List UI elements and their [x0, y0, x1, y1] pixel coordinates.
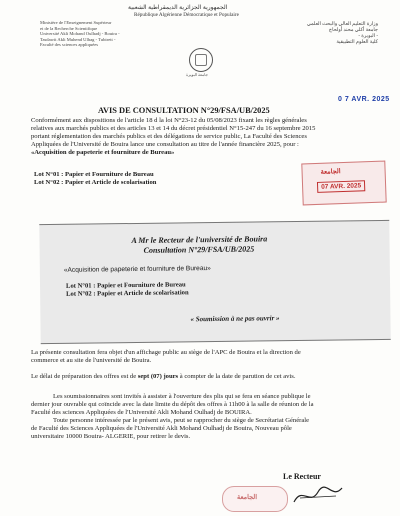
received-stamp-date: 07 AVR. 2025	[317, 180, 365, 193]
header-arabic-country: الجمهورية الجزائرية الديمقراطية الشعبية	[128, 5, 228, 11]
university-logo	[189, 48, 213, 72]
deadline-paragraph	[31, 373, 295, 381]
lot-item: Lot N°01 : Papier et Fourniture de Bureau	[34, 171, 154, 178]
box-lot-item: Lot N°02 : Papier et Article de scolarisation	[66, 289, 189, 298]
intro-line: Conformément aux dispositions de l'article 18 d la loi N°23-12 du 05/08/2023 fixant les règles générales	[31, 117, 307, 124]
box-consultation-number: Consultation N°29/FSA/UB/2025	[143, 244, 255, 255]
opening-line: de Faculté des Sciences Appliquées de l'Université Akli Mohand Oulhadj de Bouira, Nouveau pôle	[31, 425, 292, 433]
document-title: AVIS DE CONSULTATION N°29/FSA/UB/2025	[98, 106, 270, 115]
opening-line: Les soumissionnaires sont invités à assister à l'ouverture des plis qui se fera en séance publique le	[53, 393, 311, 400]
opening-line: universitaire 10000 Bouira- ALGERIE, pour retirer le devis.	[31, 433, 191, 441]
publication-line: La présente consultation fera objet d'un affichage public au siège de l'APC de Bouira et la direction de	[31, 349, 301, 356]
box-recipient: A Mr le Recteur de l'université de Bouira	[131, 234, 268, 246]
publication-paragraph	[31, 349, 301, 365]
intro-line: portant réglementation des marchés publics et des délégations de service public, La Faculté des Sciences	[31, 133, 307, 141]
header-right-line: كلية العلوم التطبيقية	[336, 40, 378, 45]
header-right-block	[307, 22, 378, 46]
consultation-object: «Acquisition de papeterie et fourniture de Bureau»	[31, 149, 175, 157]
box-object: «Acquisition de papeterie et fourniture de Bureau»	[63, 265, 211, 274]
header-right-line: وزارة التعليم العالي والبحث العلمي	[306, 22, 378, 27]
header-left-line: et de la Recherche Scientifique	[40, 25, 98, 31]
header-right-line: - البويرة -	[358, 34, 378, 39]
handwritten-signature	[290, 480, 350, 510]
opening-line: Faculté des sciences Appliquées de l'Université Akli Mohand Oulhadj de BOUIRA.	[31, 409, 252, 417]
header-left-line: Ministère de l'Enseignement Supérieur	[40, 20, 112, 25]
box-lots	[66, 281, 189, 298]
header-left-block	[40, 20, 120, 48]
university-stamp	[222, 486, 288, 512]
header-left-line: Tasdawit Akli Muhend Ulhag - Tubirett -	[40, 36, 116, 42]
signature-title: Le Recteur	[283, 472, 321, 481]
opening-line: dernier jour ouvrable qui coïncide avec la date limite du dépôt des offres à 11h00 à la salle de réunion de la	[31, 401, 314, 409]
received-stamp	[301, 161, 386, 206]
header-right-line: جامعة أكلي محند أولحاج	[328, 28, 378, 33]
lot-item: Lot N°02 : Papier et Article de scolarisation	[34, 179, 157, 186]
header-left-line: Université Akli Mohand Oulhadj - Bouira -	[40, 31, 120, 37]
opening-line: Toute personne intéressée par le présent avis, peut se rapprocher du siège de Secrétariat Générale	[53, 417, 310, 425]
received-stamp-label: الجامعة	[320, 168, 341, 176]
logo-caption: جامعة البويرة	[186, 72, 208, 77]
box-lot-item: Lot N°01 : Papier et Fourniture de Bureau	[65, 281, 186, 290]
submission-box	[39, 220, 390, 344]
header-left-line: Faculté des sciences appliquées	[40, 42, 99, 48]
intro-line: relatives aux marchés publics et des articles 13 et 14 du décret présidentiel N°15-247 du 16 septembre 2015	[31, 125, 316, 133]
deadline-text-post: à compter de la date de parution de cet avis.	[178, 373, 296, 380]
intro-line: Appliquées de l'Université de Bouira lance une consultation au titre de l'année financière 2025, pour :	[31, 141, 299, 149]
deadline-text-pre: Le délai de préparation des offres est de	[31, 373, 138, 380]
intro-paragraph	[31, 117, 315, 157]
date-stamp: 0 7 AVR. 2025	[338, 96, 390, 103]
deadline-days: sept (07) jours	[137, 373, 179, 380]
header-french-country: République Algérienne Démocratique et Populaire	[134, 12, 239, 18]
opening-paragraph	[31, 393, 314, 442]
lots-list	[34, 171, 156, 187]
box-notice: « Soumission à ne pas ouvrir »	[190, 314, 280, 324]
publication-line: commerce et au site de l'université de Bouira.	[31, 357, 152, 365]
university-stamp-text: الجامعة	[237, 494, 258, 501]
